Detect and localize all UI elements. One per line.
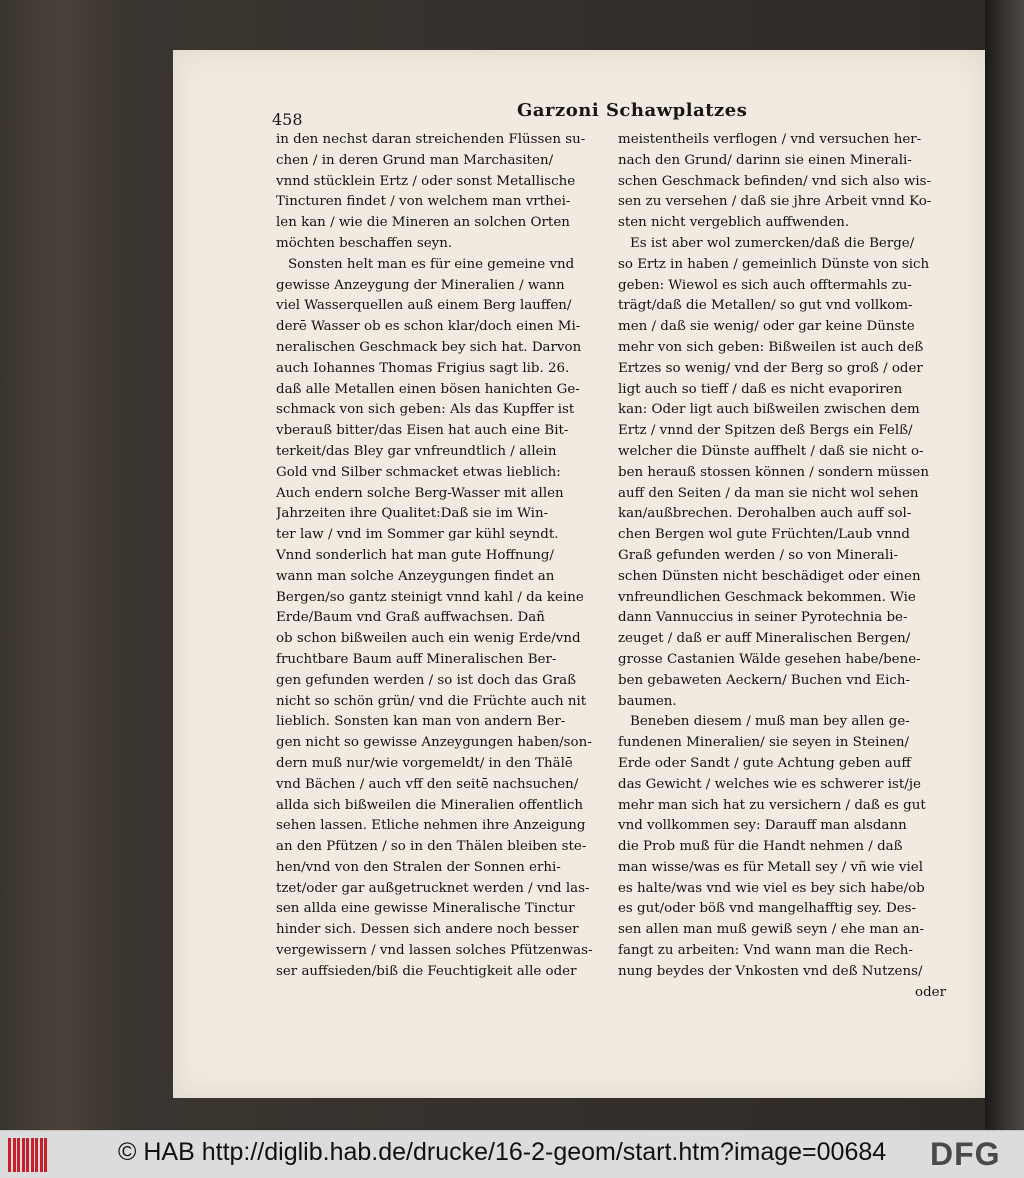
catchword: oder [915,984,946,1000]
text-line: ben herauß stossen können / sondern müssen [618,464,929,480]
barcode-bar [13,1138,16,1172]
text-line: vnd Bächen / auch vff den seitē nachsuchen/ [276,776,579,792]
text-line: sten nicht vergeblich auffwenden. [618,215,850,231]
running-title: Garzoni Schawplatzes [517,100,748,121]
text-line: man wisse/was es für Metall sey / vñ wie viel [618,859,923,875]
text-line: sen zu versehen / daß sie jhre Arbeit vnnd Ko- [618,194,932,210]
text-line: Jahrzeiten ihre Qualitet:Daß sie im Win- [276,506,549,522]
text-line: viel Wasserquellen auß einem Berg lauffen/ [276,298,572,314]
text-line: ligt auch so tieff / daß es nicht evaporiren [618,381,903,397]
text-line: vberauß bitter/das Eisen hat auch eine Bit- [276,423,569,439]
text-line: len kan / wie die Mineren an solchen Orten [276,215,570,231]
text-line: neralischen Geschmack bey sich hat. Darvon [276,339,582,355]
text-line: Auch endern solche Berg-Wasser mit allen [276,485,564,501]
text-line: vnfreundlichen Geschmack bekommen. Wie [618,589,916,605]
text-line: Es ist aber wol zumercken/daß die Berge/ [630,235,915,251]
text-line: vergewissern / vnd lassen solches Pfützenwas- [276,943,593,959]
text-line: sen allda eine gewisse Mineralische Tinctur [276,901,575,917]
barcode-bar [31,1138,34,1172]
text-line: Ertzes so wenig/ vnd der Berg so groß / oder [618,360,923,376]
text-line: hinder sich. Dessen sich andere noch besser [276,922,579,938]
text-line: meistentheils verflogen / vnd versuchen her- [618,132,922,147]
text-line: allda sich bißweilen die Mineralien offentlich [276,797,583,813]
text-line: Ertz / vnnd der Spitzen deß Bergs ein Felß/ [618,423,913,439]
text-line: das Gewicht / welches wie es schwerer ist/je [618,776,921,792]
text-line: vnnd stücklein Ertz / oder sonst Metallische [276,173,576,189]
text-line: gewisse Anzeygung der Mineralien / wann [276,277,565,293]
text-line: men / daß sie wenig/ oder gar keine Dünste [618,319,915,335]
text-line: ob schon bißweilen auch ein wenig Erde/vnd [276,631,581,647]
text-line: es halte/was vnd wie viel es bey sich habe/ob [618,880,925,896]
text-line: nung beydes der Vnkosten vnd deß Nutzens/ [618,963,923,979]
text-line: fangt zu arbeiten: Vnd wann man die Rech- [618,943,913,959]
text-line: Beneben diesem / muß man bey allen ge- [630,714,910,730]
footer-bar [0,1130,1024,1178]
text-line: Vnnd sonderlich hat man gute Hoffnung/ [276,547,554,563]
text-line: dern muß nur/wie vorgemeldt/ in den Thälē [276,755,573,771]
text-line: mehr man sich hat zu versichern / daß es gut [618,797,926,813]
text-line: schmack von sich geben: Als das Kupffer ist [276,402,575,418]
dfg-logo: DFG [930,1136,1001,1172]
text-line: an den Pfützen / so in den Thälen bleiben ste- [276,839,587,855]
hab-barcode-icon [8,1138,48,1172]
text-line: die Prob muß für die Handt nehmen / daß [618,839,903,855]
text-line: es gut/oder böß vnd mangelhafftig sey. Des- [618,901,917,917]
text-line: vnd vollkommen sey: Darauff man alsdann [618,818,907,834]
text-line: chen Bergen wol gute Früchten/Laub vnnd [618,527,910,543]
text-line: chen / in deren Grund man Marchasiten/ [276,152,554,168]
barcode-bar [35,1138,38,1172]
text-line: tzet/oder gar außgetrucknet werden / vnd las- [276,880,590,896]
text-line: trägt/daß die Metallen/ so gut vnd vollkom- [618,298,913,314]
text-line: Tincturen findet / von welchem man vrthei- [276,194,571,210]
text-line: baumen. [618,693,677,709]
text-line: gen nicht so gewisse Anzeygungen haben/son- [276,735,592,751]
text-line: gen gefunden werden / so ist doch das Graß [276,672,577,688]
text-line: möchten beschaffen seyn. [276,235,453,251]
text-line: sehen lassen. Etliche nehmen ihre Anzeigung [276,818,586,834]
text-line: fundenen Mineralien/ sie seyen in Steinen/ [618,735,910,751]
text-line: nicht so schön grün/ vnd die Früchte auch nit [276,693,587,709]
text-line: Erde oder Sandt / gute Achtung geben auff [618,755,911,771]
right-text-column [618,130,958,1003]
text-line: Erde/Baum vnd Graß auffwachsen. Dañ [276,610,545,626]
barcode-bar [26,1138,29,1172]
page-header [272,100,972,129]
barcode-bar [8,1138,11,1172]
text-line: in den nechst daran streichenden Flüssen su- [276,132,586,147]
text-line: wann man solche Anzeygungen findet an [276,568,555,584]
text-line: hen/vnd von den Stralen der Sonnen erhi- [276,859,561,875]
barcode-bar [44,1138,47,1172]
barcode-bar [22,1138,25,1172]
text-line: ser auffsieden/biß die Feuchtigkeit alle oder [276,963,577,979]
text-line: auff den Seiten / da man sie nicht wol sehen [618,485,919,501]
text-line: lieblich. Sonsten kan man von andern Ber- [276,714,566,730]
text-line: so Ertz in haben / gemeinlich Dünste von sich [618,256,930,272]
text-line: zeuget / daß er auff Mineralischen Bergen/ [618,631,911,647]
text-line: schen Geschmack befinden/ vnd sich also wis- [618,173,932,189]
left-text-column [276,130,616,983]
text-line: daß alle Metallen einen bösen hanichten Ge- [276,381,580,397]
text-line: Gold vnd Silber schmacket etwas lieblich: [276,464,561,480]
barcode-bar [17,1138,20,1172]
text-line: nach den Grund/ darinn sie einen Minerali- [618,152,912,168]
text-line: kan: Oder ligt auch bißweilen zwischen dem [618,402,920,418]
text-line: Sonsten helt man es für eine gemeine vnd [288,256,575,272]
text-line: grosse Castanien Wälde gesehen habe/bene- [618,651,921,667]
copyright-link[interactable]: © HAB http://diglib.hab.de/drucke/16-2-geom/start.htm?image=00684 [118,1138,887,1166]
text-line: Graß gefunden werden / so von Minerali- [618,547,899,563]
text-line: sen allen man muß gewiß seyn / ehe man an- [618,922,924,938]
text-line: mehr von sich geben: Bißweilen ist auch deß [618,339,924,355]
text-line: Bergen/so gantz steinigt vnnd kahl / da keine [276,589,584,605]
page-number: 458 [272,110,303,129]
text-line: ben gebaweten Aeckern/ Buchen vnd Eich- [618,672,911,688]
text-line: auch Iohannes Thomas Frigius sagt lib. 26. [276,360,570,376]
book-edge [985,0,1024,1130]
text-line: fruchtbare Baum auff Mineralischen Ber- [276,651,557,667]
text-line: derē Wasser ob es schon klar/doch einen Mi- [276,319,581,335]
text-line: welcher die Dünste auffhelt / daß sie nicht o- [618,443,924,459]
barcode-bar [40,1138,43,1172]
text-line: terkeit/das Bley gar vnfreundtlich / allein [276,443,557,459]
text-line: ter law / vnd im Sommer gar kühl seyndt. [276,527,559,543]
text-line: kan/außbrechen. Derohalben auch auff sol- [618,506,912,522]
text-line: schen Dünsten nicht beschädiget oder einen [618,568,921,584]
text-line: geben: Wiewol es sich auch offtermahls zu- [618,277,912,293]
text-line: dann Vannuccius in seiner Pyrotechnia be- [618,610,908,626]
